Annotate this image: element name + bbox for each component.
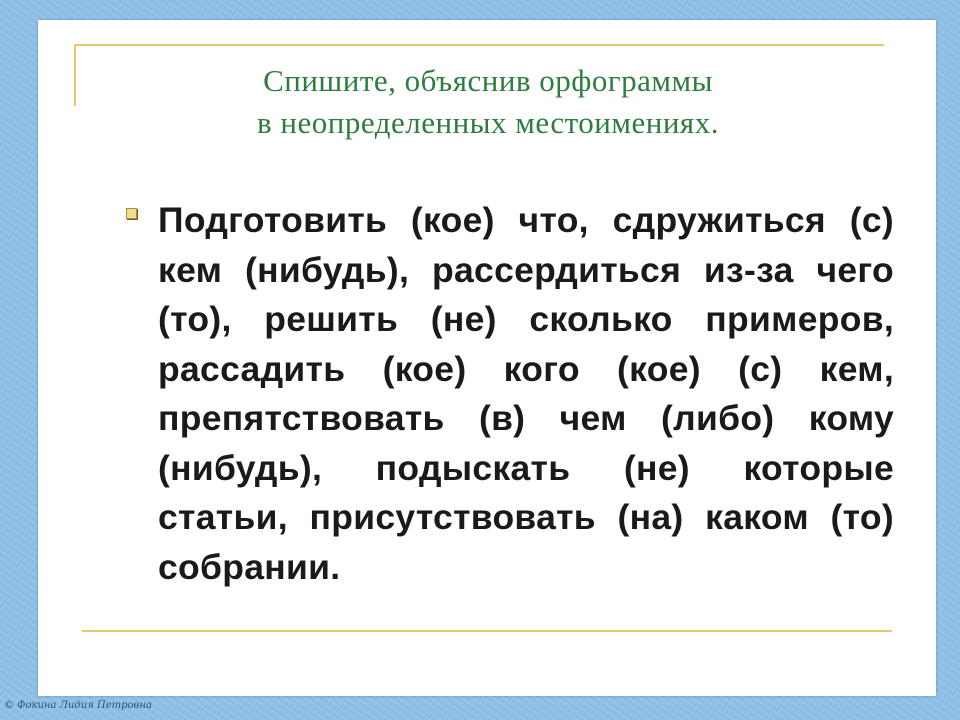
- bullet-text: Подготовить (кое) что, сдружиться (с) кем (нибудь), рассердиться из-за чего (то), решить (не) сколько примеров, рассадить (кое) кого (кое) (с) кем, препятствовать (в) чем (либо) кому (нибудь), подыскать (не) которые статьи, присутствовать (на) каком (то) собрании.: [158, 200, 894, 587]
- decorative-rule-bottom: [82, 630, 892, 632]
- author-watermark: © Фокина Лидия Петровна: [4, 700, 152, 711]
- title-line-2: в неопределенных местоимениях.: [257, 105, 719, 140]
- bullet-item: [134, 196, 894, 592]
- title-line-1: Спишите, объяснив орфограммы: [263, 63, 713, 98]
- slide-title: [118, 60, 858, 144]
- square-bullet-icon: [126, 208, 137, 219]
- decorative-rule-top: [74, 44, 884, 46]
- decorative-rule-left: [74, 44, 76, 106]
- slide: [38, 20, 936, 696]
